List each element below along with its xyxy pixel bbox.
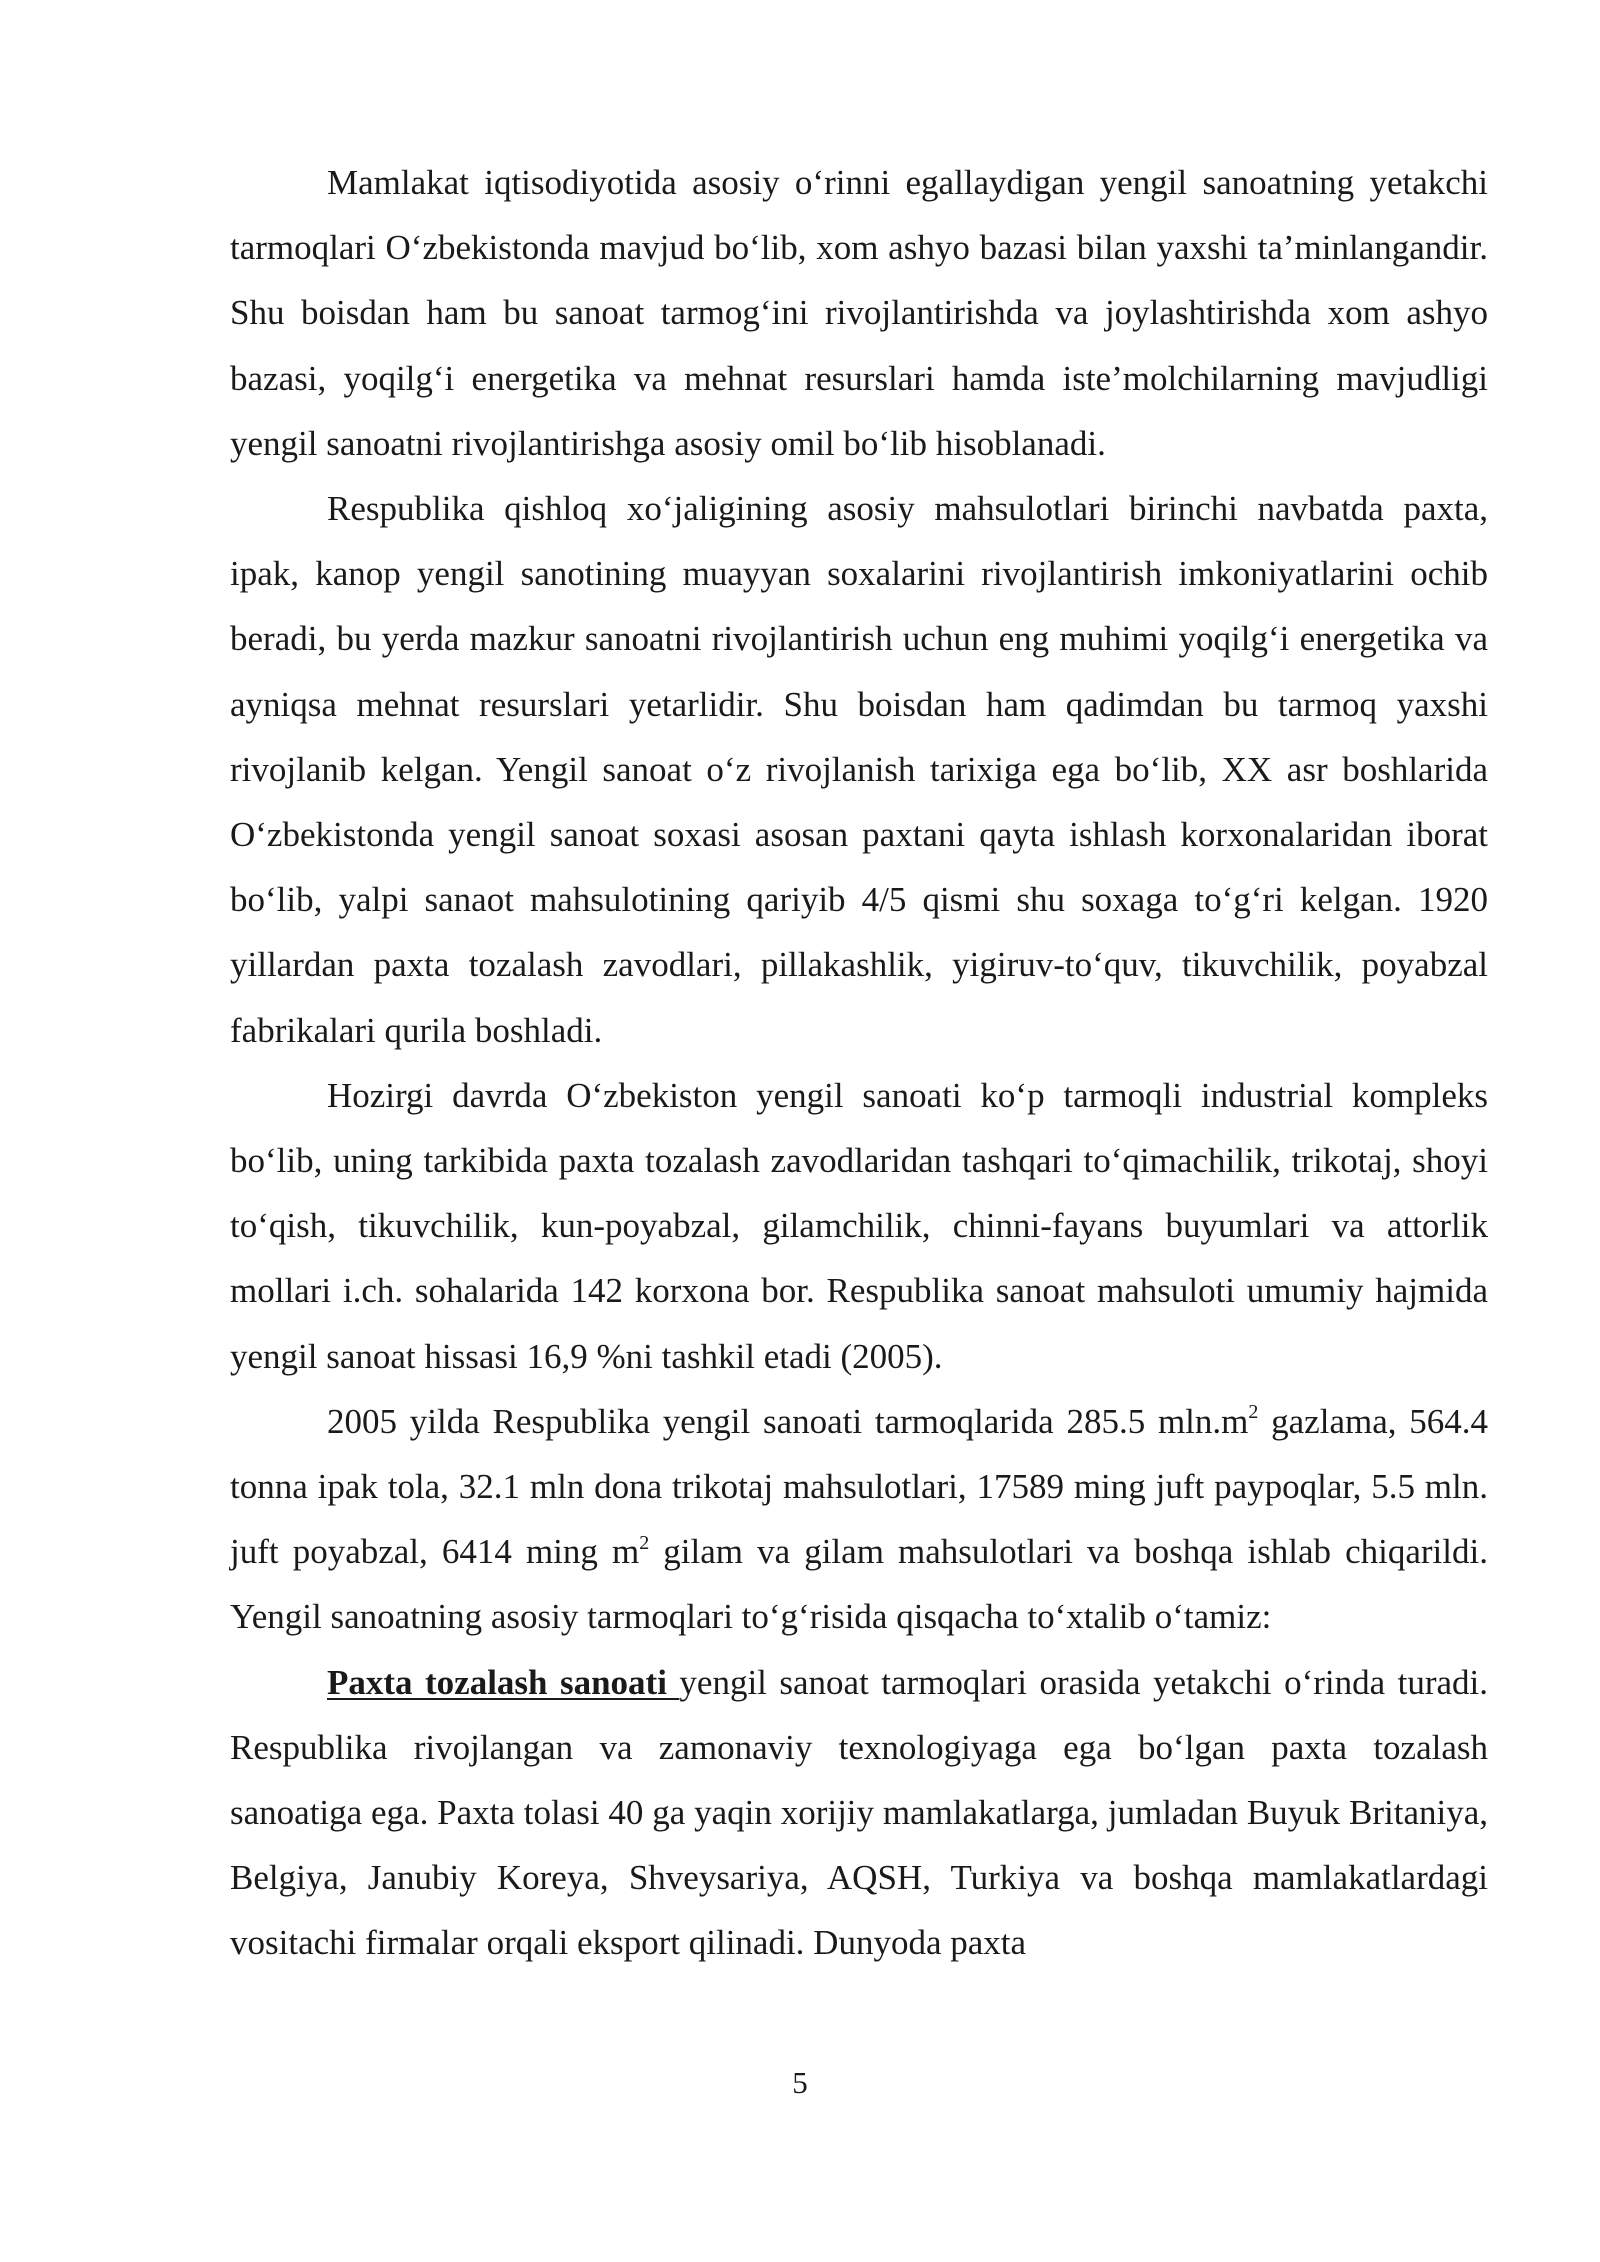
paragraph-5 bbox=[230, 1650, 1488, 1976]
paragraph-1: Mamlakat iqtisodiyotida asosiy o‘rinni egallaydigan yengil sanoatning yetakchi tarmoqlari O‘zbekistonda mavjud bo‘lib, xom ashyo bazasi bilan yaxshi ta’minlangandir. Shu boisdan ham bu sanoat tarmog‘ini rivojlantirishda va joylashtirishda xom ashyo bazasi, yoqilg‘i energetika va mehnat resurslari hamda iste’molchilarning mavjudligi yengil sanoatni rivojlantirishga asosiy omil bo‘lib hisoblanadi. bbox=[230, 163, 1488, 463]
paragraph-3: Hozirgi davrda O‘zbekiston yengil sanoati ko‘p tarmoqli industrial kompleks bo‘lib, uning tarkibida paxta tozalash zavodlaridan tashqari to‘qimachilik, trikotaj, shoyi to‘qish, tikuvchilik, kun-poyabzal, gilamchilik, chinni-fayans buyumlari va attorlik mollari i.ch. sohalarida 142 korxona bor. Respublika sanoat mahsuloti umumiy hajmida yengil sanoat hissasi 16,9 %ni tashkil etadi (2005). bbox=[230, 1075, 1488, 1376]
paragraph-5-text: yengil sanoat tarmoqlari orasida yetakchi o‘rinda turadi. Respublika rivojlangan va zamonaviy texnologiyaga ega bo‘lgan paxta tozalash sanoatiga ega. Paxta tolasi 40 ga yaqin xorijiy mamlakatlarga, jumladan Buyuk Britaniya, Belgiya, Janubiy Koreya, Shveysariya, AQSH, Turkiya va boshqa mamlakatlardagi vositachi firmalar orqali eksport qilinadi. Dunyoda paxta bbox=[230, 1662, 1488, 1963]
superscript-squared-2: 2 bbox=[639, 1531, 650, 1554]
body-text bbox=[230, 150, 1488, 1976]
paragraph-4-text-3: gilam va gilam mahsulotlari va boshqa ishlab chiqarildi. Yengil sanoatning asosiy tarmoqlari to‘g‘risida qisqacha to‘xtalib o‘tamiz: bbox=[230, 1532, 1488, 1637]
section-heading-paxta-tozalash: Paxta tozalash sanoati bbox=[327, 1662, 680, 1702]
paragraph-4-text-2: gazlama, 564.4 tonna ipak tola, 32.1 mln dona trikotaj mahsulotlari, 17589 ming juft paypoqlar, 5.5 mln. juft poyabzal, 6414 ming m bbox=[230, 1401, 1488, 1572]
page-number: 5 bbox=[792, 2065, 808, 2100]
paragraph-4 bbox=[230, 1389, 1488, 1650]
superscript-squared-1: 2 bbox=[1248, 1401, 1259, 1424]
paragraph-4-text-1: 2005 yilda Respublika yengil sanoati tarmoqlarida 285.5 mln.m bbox=[327, 1401, 1249, 1441]
paragraph-2: Respublika qishloq xo‘jaligining asosiy mahsulotlari birinchi navbatda paxta, ipak, kanop yengil sanotining muayyan soxalarini rivojlantirish imkoniyatlarini ochib beradi, bu yerda mazkur sanoatni rivojlantirish uchun eng muhimi yoqilg‘i energetika va ayniqsa mehnat resurslari yetarlidir. Shu boisdan ham qadimdan bu tarmoq yaxshi rivojlanib kelgan. Yengil sanoat o‘z rivojlanish tarixiga ega bo‘lib, XX asr boshlarida O‘zbekistonda yengil sanoat soxasi asosan paxtani qayta ishlash korxonalaridan iborat bo‘lib, yalpi sanaot mahsulotining qariyib 4/5 qismi shu soxaga to‘g‘ri kelgan. 1920 yillardan paxta tozalash zavodlari, pillakashlik, yigiruv-to‘quv, tikuvchilik, poyabzal fabrikalari qurila boshladi. bbox=[230, 489, 1488, 1050]
